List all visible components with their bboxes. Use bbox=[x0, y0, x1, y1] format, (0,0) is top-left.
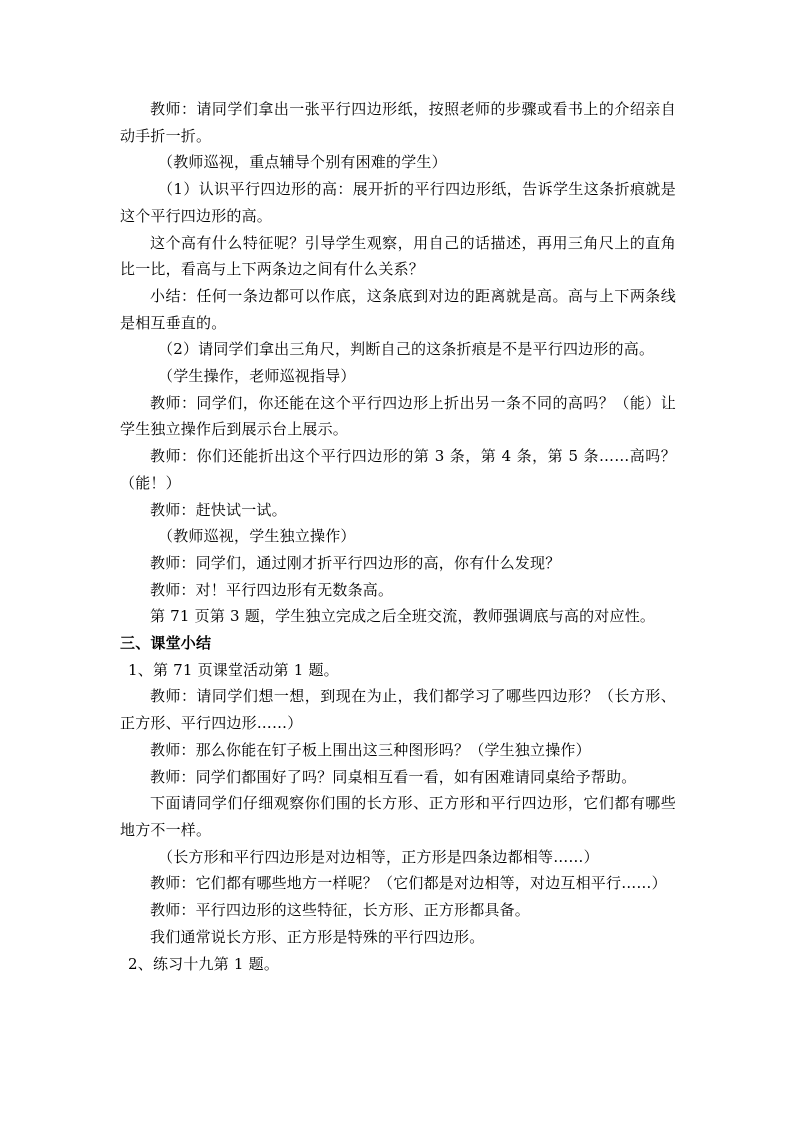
summary-item: 1、第 71 页课堂活动第 1 题。 bbox=[128, 660, 339, 679]
paragraph: （长方形和平行四边形是对边相等，正方形是四条边都相等……） bbox=[158, 847, 599, 866]
paragraph: 教师：同学们都围好了吗？同桌相互看一看，如有困难请同桌给予帮助。 bbox=[150, 767, 637, 786]
summary-item: 2、练习十九第 1 题。 bbox=[128, 954, 280, 973]
paragraph: （教师巡视，重点辅导个别有困难的学生） bbox=[158, 153, 447, 172]
paragraph: 教师：平行四边形的这些特征，长方形、正方形都具备。 bbox=[150, 901, 531, 920]
paragraph: 教师：它们都有哪些地方一样呢？（它们都是对边相等，对边互相平行……） bbox=[150, 874, 667, 893]
paragraph: 教师：你们还能折出这个平行四边形的第 3 条，第 4 条，第 5 条……高吗？（能！） bbox=[120, 447, 676, 492]
paragraph: 教师：对！平行四边形有无数条高。 bbox=[150, 580, 394, 599]
paragraph: （1）认识平行四边形的高：展开折的平行四边形纸，告诉学生这条折痕就是这个平行四边形的高。 bbox=[120, 180, 676, 225]
paragraph: （学生操作，老师巡视指导） bbox=[158, 367, 356, 386]
paragraph: （2）请同学们拿出三角尺，判断自己的这条折痕是不是平行四边形的高。 bbox=[158, 340, 655, 359]
paragraph: 教师：赶快试一试。 bbox=[150, 500, 287, 519]
paragraph: 我们通常说长方形、正方形是特殊的平行四边形。 bbox=[150, 927, 485, 946]
paragraph: 这个高有什么特征呢？引导学生观察，用自己的话描述，再用三角尺上的直角比一比，看高与上下两条边之间有什么关系？ bbox=[120, 233, 676, 279]
document-body bbox=[120, 96, 676, 977]
paragraph: 下面请同学们仔细观察你们围的长方形、正方形和平行四边形，它们都有哪些地方不一样。 bbox=[120, 794, 676, 839]
section-heading: 三、课堂小结 bbox=[120, 634, 212, 653]
paragraph: 小结：任何一条边都可以作底，这条底到对边的距离就是高。高与上下两条线是相互垂直的。 bbox=[120, 286, 676, 332]
paragraph: 教师：同学们，你还能在这个平行四边形上折出另一条不同的高吗？（能）让学生独立操作后到展示台上展示。 bbox=[120, 393, 676, 439]
paragraph: 教师：那么你能在钉子板上围出这三种图形吗？（学生独立操作） bbox=[150, 740, 591, 759]
paragraph: 教师：同学们，通过刚才折平行四边形的高，你有什么发现？ bbox=[150, 553, 561, 572]
paragraph: 第 71 页第 3 题，学生独立完成之后全班交流，教师强调底与高的对应性。 bbox=[150, 607, 656, 626]
paragraph: 教师：请同学们想一想，到现在为止，我们都学习了哪些四边形？（长方形、正方形、平行四边形……） bbox=[120, 687, 676, 733]
paragraph: （教师巡视，学生独立操作） bbox=[158, 527, 356, 546]
paragraph: 教师：请同学们拿出一张平行四边形纸，按照老师的步骤或看书上的介绍亲自动手折一折。 bbox=[120, 100, 676, 145]
